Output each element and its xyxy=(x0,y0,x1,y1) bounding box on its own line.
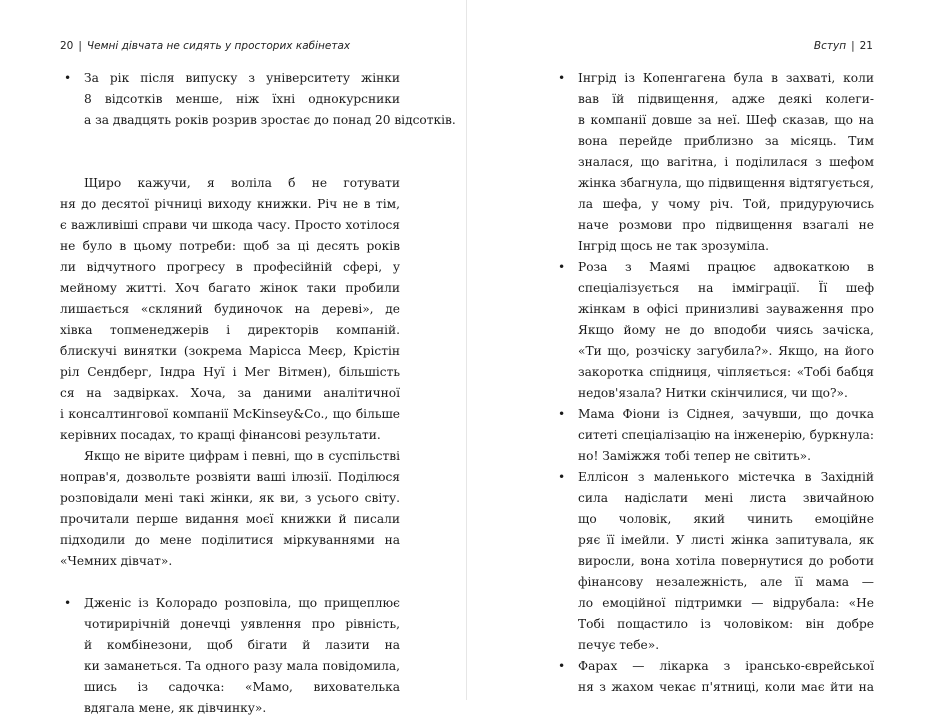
header-separator: | xyxy=(78,40,82,52)
text-line: ло емоційної підтримки — відрубала: «Не xyxy=(578,596,874,610)
paragraph xyxy=(60,446,400,572)
text-line: Якщо не вірите цифрам і певні, що в суспільстві xyxy=(84,449,400,463)
text-line: Якщо йому не до вподоби чиясь зачіска, xyxy=(578,323,874,337)
text-line: Інгрід із Копенгагена була в захваті, коли xyxy=(578,71,874,85)
text-line: в компанії довше за неї. Шеф сказав, що на xyxy=(578,113,874,127)
text-line: вав їй підвищення, адже деякі колеги- xyxy=(578,92,874,106)
text-line: сила надіслати мені листа звичайною xyxy=(578,491,874,505)
text-line: жінка збагнула, що підвищення відтягується, xyxy=(578,176,874,190)
text-line: що чоловік, який чинить емоційне xyxy=(578,512,874,526)
text-line: ня до десятої річниці виходу книжки. Річ не в тім, xyxy=(60,197,400,211)
list-item xyxy=(60,68,456,131)
bullet-icon: • xyxy=(64,71,72,85)
text-line: не було в цьому потреби: щоб за ці десять років xyxy=(60,239,400,253)
list-item xyxy=(554,68,874,257)
text-line: шись із садочка: «Мамо, вихователька xyxy=(84,680,400,694)
text-line: ситеті спеціалізацію на інженерію, буркнула: xyxy=(578,428,874,442)
left-body-text xyxy=(60,68,456,719)
right-page-number: 21 xyxy=(859,40,873,52)
text-line: 8 відсотків менше, ніж їхні однокурсники xyxy=(84,92,400,106)
text-line: ли відчутного прогресу в професійній сфері, у xyxy=(60,260,400,274)
text-line: Дженіс із Колорадо розповіла, що прищеплює чотирирічній донечці уявлення про рівність, xyxy=(84,596,400,631)
text-line: лишається «скляний будиночок на дереві», де xyxy=(60,302,400,316)
bullet-icon: • xyxy=(558,407,566,421)
text-line: Щиро кажучи, я воліла б не готувати xyxy=(84,176,400,190)
bullet-icon: • xyxy=(64,596,72,610)
text-line: Інгрід щось не так зрозуміла. xyxy=(578,239,769,253)
bullet-icon: • xyxy=(558,260,566,274)
bullet-icon: • xyxy=(558,71,566,85)
text-line: «Ти що, розчіску загубила?». Якщо, на його xyxy=(578,344,874,358)
list-item xyxy=(554,404,874,467)
text-line: спеціалізується на імміграції. Її шеф xyxy=(578,281,874,295)
text-line: зналася, що вагітна, і поділилася з шефом xyxy=(578,155,874,169)
list-item xyxy=(554,656,874,698)
text-line: і консалтингової компанії McKinsey&Co., що більше xyxy=(60,407,400,421)
text-line: За рік після випуску з університету жінки xyxy=(84,71,400,85)
text-line: мейному житті. Хоч багато жінок таки пробили xyxy=(60,281,400,295)
left-running-header xyxy=(60,40,350,52)
bullet-icon: • xyxy=(558,470,566,484)
text-line: Роза з Маямі працює адвокаткою в xyxy=(578,260,874,274)
text-line: хівка топменеджерів і директорів компаній. xyxy=(60,323,400,337)
text-line: а за двадцять років розрив зростає до понад 20 відсотків. xyxy=(84,113,456,127)
header-separator: | xyxy=(851,40,855,52)
list-item xyxy=(554,257,874,404)
text-line: ноправ'я, дозвольте розвіяти ваші ілюзії. Поділюся xyxy=(60,470,400,484)
text-line: виросли, вона хотіла повернутися до роботи xyxy=(578,554,874,568)
text-line: «Чемних дівчат». xyxy=(60,554,173,568)
paragraph xyxy=(60,173,400,446)
text-line: Мама Фіони із Сіднея, зачувши, що дочка xyxy=(578,407,874,421)
text-line: підходили до мене поділитися міркуваннями на xyxy=(60,533,400,547)
list-item xyxy=(554,467,874,656)
text-line: Фарах — лікарка з іранськo-єврейської xyxy=(578,659,874,673)
running-book-title: Чемні дівчата не сидять у просторих кабінетах xyxy=(86,40,351,52)
text-line: є важливіші справи чи шкода часу. Просто хотілося xyxy=(60,218,400,232)
right-running-header xyxy=(814,40,873,52)
left-page-number: 20 xyxy=(60,40,74,52)
text-line: фінансову незалежність, але її мама — xyxy=(578,575,874,589)
left-page xyxy=(0,0,466,715)
text-line: блискучі винятки (зокрема Марісса Меєр, Крістін xyxy=(60,344,400,358)
text-line: вона перейде приблизно за місяць. Тим xyxy=(578,134,874,148)
bullet-icon: • xyxy=(558,659,566,673)
text-line: ся на задвірках. Хоча, за даними аналітичної xyxy=(60,386,400,400)
text-line: керівних посадах, то кращі фінансові результати. xyxy=(60,428,381,442)
text-line: но! Заміжжя тобі тепер не світить». xyxy=(578,449,811,463)
right-page xyxy=(467,0,933,700)
text-line: й комбінезони, щоб бігати й лазити на xyxy=(84,638,400,652)
text-line: ня з жахом чекає п'ятниці, коли має йти на xyxy=(578,680,874,694)
text-line: Еллісон з маленького містечка в Західній xyxy=(578,470,874,484)
list-item xyxy=(60,593,400,719)
text-line: ряє її імейли. У листі жінка запитувала, як xyxy=(578,533,874,547)
text-line: ріл Сендберг, Індра Нуї і Мег Вітмен), більшість xyxy=(60,365,400,379)
text-line: наче розмови про підвищення взагалі не xyxy=(578,218,874,232)
right-body-text xyxy=(554,68,874,698)
text-line: недов'язала? Нитки скінчилися, чи що?». xyxy=(578,386,848,400)
text-line: закоротка спідниця, чіпляється: «Тобі бабця xyxy=(578,365,874,379)
text-line: ки заманеться. Та одного разу мала повідомила, xyxy=(84,659,400,673)
section-title: Вступ xyxy=(813,40,847,52)
text-line: прочитали перше видання моєї книжки й писали xyxy=(60,512,400,526)
text-line: жінкам в офісі принизливі зауваження про xyxy=(578,302,874,316)
text-line: розповідали мені такі жінки, як ви, з усього світу. xyxy=(60,491,400,505)
text-line: ла шефа, у чому річ. Той, придуруючись xyxy=(578,197,874,211)
text-line: вдягала мене, як дівчинку». xyxy=(84,701,267,715)
text-line: печує тебе». xyxy=(578,638,660,652)
text-line: Тобі пощастило із чоловіком: він добре xyxy=(578,617,874,631)
